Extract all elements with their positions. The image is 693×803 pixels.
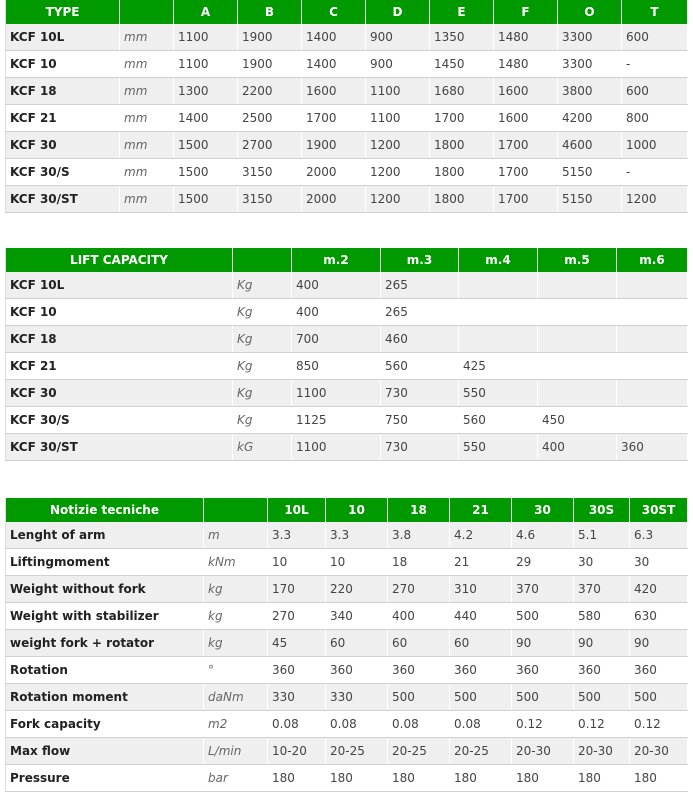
column-header: 30S [574,498,630,522]
value-cell: 1800 [430,159,494,186]
value-cell: 265 [381,299,459,326]
value-cell: 560 [459,407,538,434]
value-cell: 1000 [622,132,688,159]
column-header [204,498,268,522]
value-cell: 1700 [494,186,558,213]
value-cell: 0.08 [268,711,326,738]
row-label: KCF 10 [6,299,233,326]
unit-cell: mm [120,159,174,186]
row-label: KCF 30 [6,380,233,407]
value-cell: 1100 [292,380,381,407]
value-cell: 1500 [174,159,238,186]
value-cell [617,299,688,326]
value-cell: 1500 [174,186,238,213]
table-row [6,78,688,105]
value-cell: 370 [512,576,574,603]
value-cell: 60 [388,630,450,657]
unit-cell: mm [120,78,174,105]
value-cell: 90 [630,630,688,657]
value-cell: 21 [450,549,512,576]
value-cell: 330 [326,684,388,711]
table-header-row [6,248,688,272]
value-cell [459,326,538,353]
value-cell: 550 [459,434,538,461]
value-cell [617,380,688,407]
value-cell: 1800 [430,186,494,213]
unit-cell: kG [233,434,292,461]
value-cell: 60 [326,630,388,657]
value-cell [459,299,538,326]
value-cell: 500 [574,684,630,711]
unit-cell: L/min [204,738,268,765]
value-cell: 1900 [238,24,302,51]
value-cell: 4.2 [450,522,512,549]
unit-cell: kg [204,630,268,657]
row-label: KCF 30/ST [6,434,233,461]
value-cell: 340 [326,603,388,630]
value-cell: 600 [622,24,688,51]
row-label: KCF 30/S [6,159,120,186]
value-cell: 45 [268,630,326,657]
value-cell: 1700 [430,105,494,132]
value-cell: 2000 [302,186,366,213]
value-cell: 30 [630,549,688,576]
value-cell: 600 [622,78,688,105]
value-cell: 2700 [238,132,302,159]
value-cell: 4.6 [512,522,574,549]
value-cell: 0.12 [574,711,630,738]
table-row [6,326,688,353]
value-cell: 30 [574,549,630,576]
table-header-row [6,498,688,522]
row-label: Liftingmoment [6,549,204,576]
value-cell: 0.12 [630,711,688,738]
row-label: KCF 30 [6,132,120,159]
value-cell: 630 [630,603,688,630]
column-header: m.5 [538,248,617,272]
value-cell: 1480 [494,51,558,78]
unit-cell: m [204,522,268,549]
value-cell: 20-30 [630,738,688,765]
table-row [6,353,688,380]
row-label: KCF 30/S [6,407,233,434]
table-row [6,738,688,765]
unit-cell: mm [120,186,174,213]
unit-cell: kg [204,603,268,630]
value-cell: 2500 [238,105,302,132]
row-label: KCF 30/ST [6,186,120,213]
value-cell [617,272,688,299]
value-cell: 3.8 [388,522,450,549]
value-cell: 500 [450,684,512,711]
value-cell: 1100 [174,51,238,78]
table-row [6,407,688,434]
value-cell: 1200 [366,132,430,159]
value-cell: 310 [450,576,512,603]
row-label: Max flow [6,738,204,765]
value-cell: 730 [381,380,459,407]
value-cell: 180 [630,765,688,792]
value-cell: 400 [538,434,617,461]
table-row [6,630,688,657]
value-cell: 1450 [430,51,494,78]
value-cell: 180 [512,765,574,792]
value-cell: 850 [292,353,381,380]
value-cell: 5150 [558,186,622,213]
column-header [233,248,292,272]
value-cell [538,380,617,407]
value-cell: 270 [268,603,326,630]
unit-cell: bar [204,765,268,792]
column-header: B [238,0,302,24]
value-cell: 360 [268,657,326,684]
value-cell: 1700 [302,105,366,132]
unit-cell: Kg [233,353,292,380]
value-cell: 730 [381,434,459,461]
value-cell: 1200 [622,186,688,213]
row-label: KCF 10L [6,272,233,299]
unit-cell: kg [204,576,268,603]
value-cell: 3300 [558,51,622,78]
value-cell: 1100 [366,105,430,132]
column-header: 30ST [630,498,688,522]
table-row [6,272,688,299]
value-cell: 580 [574,603,630,630]
value-cell: 3150 [238,159,302,186]
row-label: Weight without fork [6,576,204,603]
column-header: m.4 [459,248,538,272]
column-header: O [558,0,622,24]
value-cell: 440 [450,603,512,630]
value-cell: 1350 [430,24,494,51]
value-cell: 500 [512,684,574,711]
row-label: KCF 10L [6,24,120,51]
lift-capacity-table [5,248,688,461]
value-cell: 180 [326,765,388,792]
value-cell: 90 [512,630,574,657]
value-cell: 1400 [302,24,366,51]
unit-cell: Kg [233,326,292,353]
value-cell: 360 [574,657,630,684]
value-cell: 90 [574,630,630,657]
value-cell [459,272,538,299]
table-row [6,657,688,684]
value-cell: 265 [381,272,459,299]
value-cell: 1900 [302,132,366,159]
table-row [6,132,688,159]
unit-cell: Kg [233,299,292,326]
value-cell: 0.08 [388,711,450,738]
value-cell: 10 [326,549,388,576]
value-cell: 180 [388,765,450,792]
unit-cell: m2 [204,711,268,738]
column-header: m.3 [381,248,459,272]
table-row [6,186,688,213]
row-label: Rotation [6,657,204,684]
column-header [120,0,174,24]
column-header: 21 [450,498,512,522]
column-header: 30 [512,498,574,522]
value-cell: 1100 [292,434,381,461]
value-cell: 180 [268,765,326,792]
value-cell: 1600 [494,78,558,105]
table-row [6,51,688,78]
value-cell: 330 [268,684,326,711]
value-cell [617,353,688,380]
value-cell: 2200 [238,78,302,105]
value-cell: 1700 [494,132,558,159]
value-cell: 29 [512,549,574,576]
unit-cell: mm [120,132,174,159]
value-cell: 360 [512,657,574,684]
value-cell: 1300 [174,78,238,105]
value-cell: 1100 [174,24,238,51]
value-cell: 270 [388,576,450,603]
column-header: A [174,0,238,24]
value-cell: 750 [381,407,459,434]
value-cell: 900 [366,51,430,78]
value-cell: 500 [630,684,688,711]
value-cell [538,326,617,353]
row-label: Pressure [6,765,204,792]
row-label: Rotation moment [6,684,204,711]
unit-cell: mm [120,105,174,132]
value-cell: 10 [268,549,326,576]
column-header: m.2 [292,248,381,272]
value-cell: 4200 [558,105,622,132]
value-cell: 0.08 [326,711,388,738]
row-label: KCF 21 [6,105,120,132]
table-header-row [6,0,688,24]
value-cell: - [622,159,688,186]
value-cell: 1200 [366,159,430,186]
column-header: F [494,0,558,24]
value-cell: 20-25 [450,738,512,765]
column-header: E [430,0,494,24]
value-cell: 360 [630,657,688,684]
table-row [6,105,688,132]
column-header: m.6 [617,248,688,272]
value-cell [617,326,688,353]
row-label: Weight with stabilizer [6,603,204,630]
value-cell: 20-25 [388,738,450,765]
column-header: T [622,0,688,24]
value-cell: 370 [574,576,630,603]
value-cell: 450 [538,407,617,434]
table-row [6,576,688,603]
unit-cell: Kg [233,407,292,434]
dimensions-table [5,0,688,213]
value-cell: 0.12 [512,711,574,738]
value-cell: 6.3 [630,522,688,549]
value-cell: 1400 [174,105,238,132]
value-cell: 20-30 [512,738,574,765]
value-cell: 1700 [494,159,558,186]
value-cell: 3.3 [268,522,326,549]
value-cell: 800 [622,105,688,132]
value-cell: 400 [388,603,450,630]
value-cell: 500 [388,684,450,711]
value-cell: 900 [366,24,430,51]
value-cell [538,353,617,380]
value-cell: 400 [292,272,381,299]
row-label: weight fork + rotator [6,630,204,657]
value-cell: 0.08 [450,711,512,738]
value-cell: 1680 [430,78,494,105]
table-row [6,522,688,549]
value-cell: 3.3 [326,522,388,549]
value-cell: 1100 [366,78,430,105]
value-cell: 2000 [302,159,366,186]
value-cell: 3150 [238,186,302,213]
unit-cell: mm [120,51,174,78]
column-header: 10L [268,498,326,522]
value-cell [617,407,688,434]
table-row [6,765,688,792]
value-cell: 60 [450,630,512,657]
column-header: LIFT CAPACITY [6,248,233,272]
value-cell: 20-25 [326,738,388,765]
value-cell: 3800 [558,78,622,105]
value-cell: 170 [268,576,326,603]
column-header: Notizie tecniche [6,498,204,522]
table-row [6,603,688,630]
value-cell: 5150 [558,159,622,186]
unit-cell: mm [120,24,174,51]
column-header: TYPE [6,0,120,24]
value-cell: 1600 [302,78,366,105]
unit-cell: Kg [233,380,292,407]
value-cell: 460 [381,326,459,353]
technical-data-table [5,498,688,792]
column-header: 10 [326,498,388,522]
value-cell: - [622,51,688,78]
table-row [6,24,688,51]
value-cell: 550 [459,380,538,407]
value-cell: 360 [388,657,450,684]
value-cell: 1480 [494,24,558,51]
value-cell: 180 [450,765,512,792]
value-cell: 4600 [558,132,622,159]
value-cell: 20-30 [574,738,630,765]
value-cell: 425 [459,353,538,380]
unit-cell: ° [204,657,268,684]
value-cell: 10-20 [268,738,326,765]
value-cell: 1500 [174,132,238,159]
value-cell: 1400 [302,51,366,78]
value-cell: 400 [292,299,381,326]
value-cell: 18 [388,549,450,576]
row-label: KCF 21 [6,353,233,380]
row-label: KCF 10 [6,51,120,78]
value-cell [538,299,617,326]
row-label: KCF 18 [6,326,233,353]
unit-cell: Kg [233,272,292,299]
value-cell: 5.1 [574,522,630,549]
value-cell: 220 [326,576,388,603]
value-cell: 180 [574,765,630,792]
table-row [6,684,688,711]
table-row [6,711,688,738]
value-cell: 1800 [430,132,494,159]
value-cell: 1200 [366,186,430,213]
row-label: Lenght of arm [6,522,204,549]
value-cell: 360 [450,657,512,684]
value-cell: 420 [630,576,688,603]
value-cell: 500 [512,603,574,630]
value-cell: 1125 [292,407,381,434]
row-label: KCF 18 [6,78,120,105]
table-row [6,434,688,461]
table-row [6,159,688,186]
table-row [6,549,688,576]
value-cell: 360 [617,434,688,461]
value-cell [538,272,617,299]
column-header: C [302,0,366,24]
value-cell: 3300 [558,24,622,51]
column-header: D [366,0,430,24]
unit-cell: kNm [204,549,268,576]
column-header: 18 [388,498,450,522]
value-cell: 700 [292,326,381,353]
value-cell: 1600 [494,105,558,132]
value-cell: 360 [326,657,388,684]
table-row [6,380,688,407]
row-label: Fork capacity [6,711,204,738]
table-row [6,299,688,326]
unit-cell: daNm [204,684,268,711]
value-cell: 560 [381,353,459,380]
value-cell: 1900 [238,51,302,78]
